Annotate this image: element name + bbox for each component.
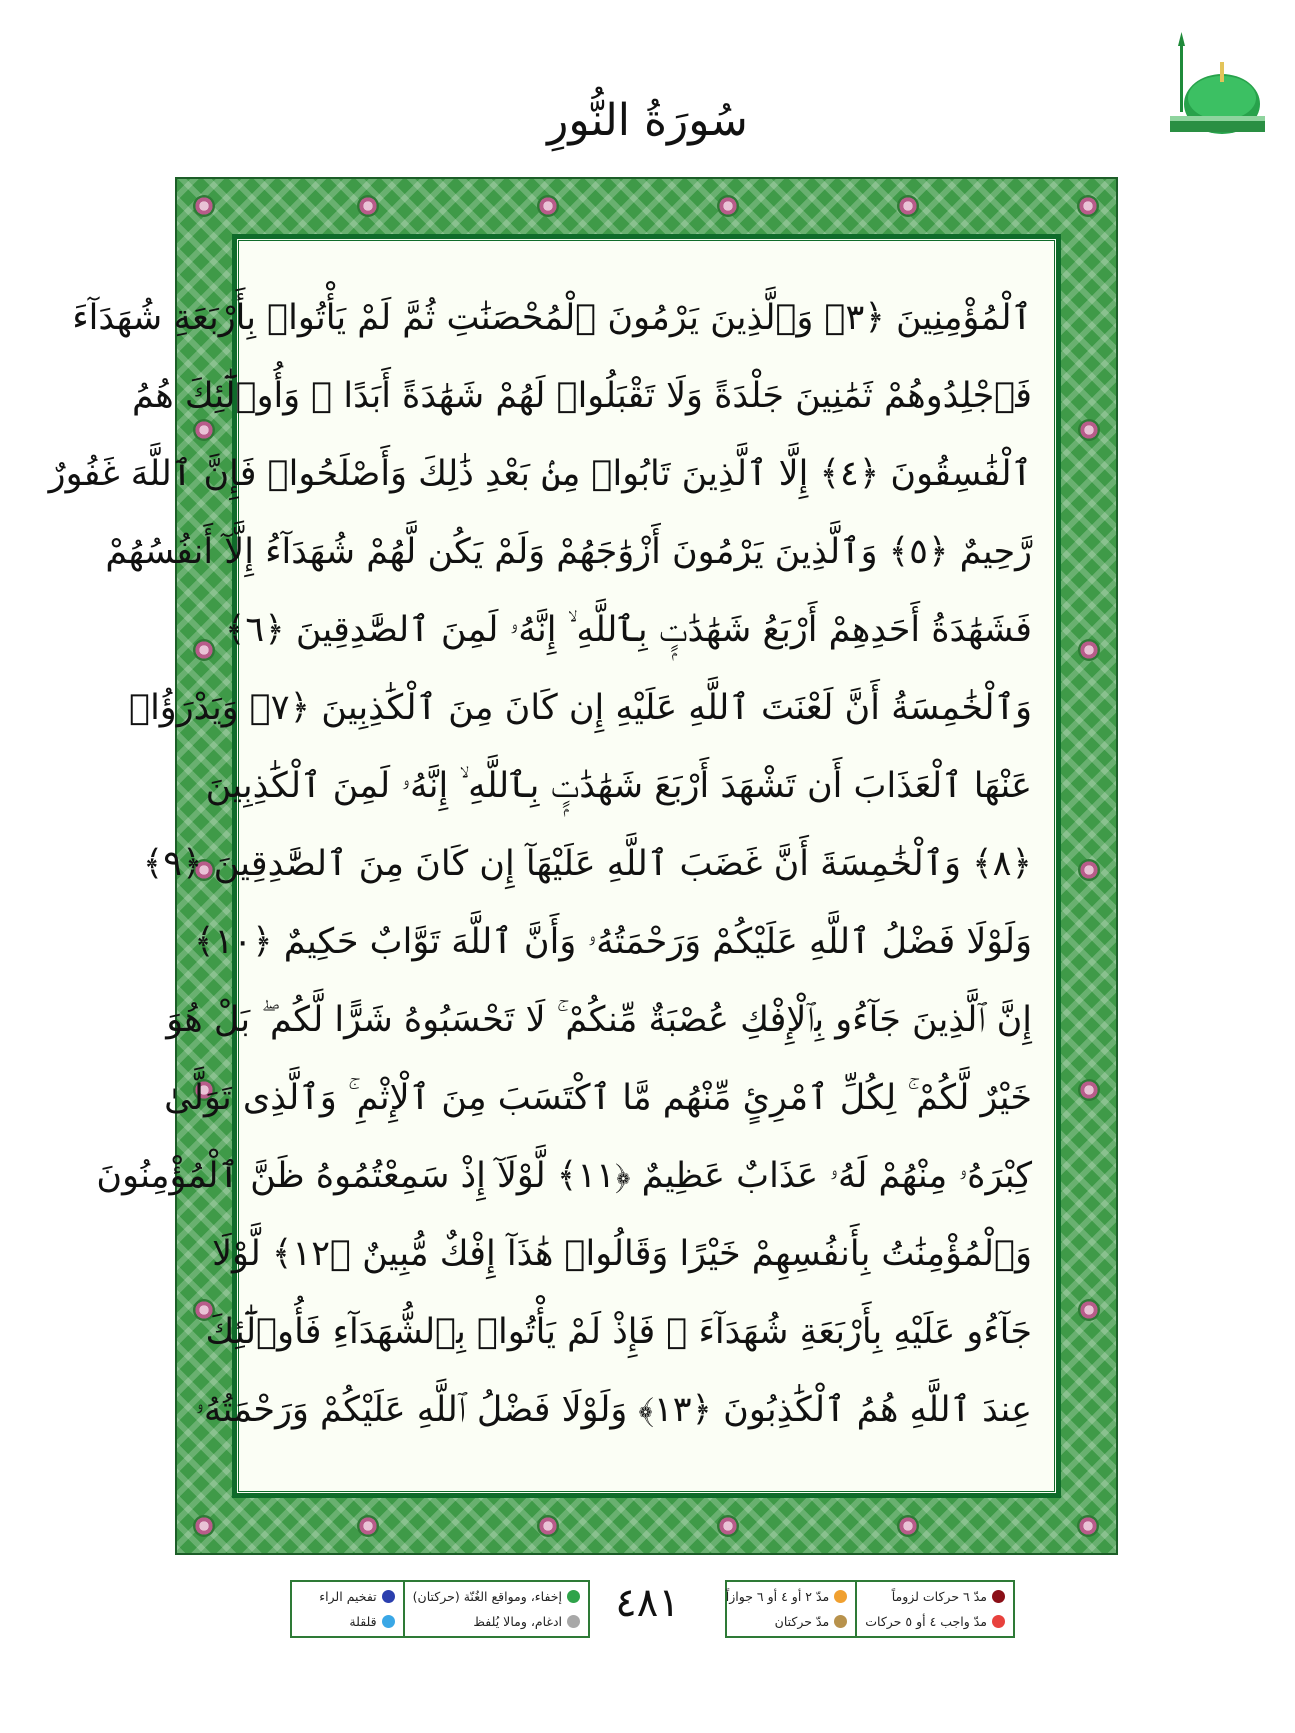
legend-label: مدّ ٢ أو ٤ أو ٦ جوازاً: [725, 1589, 830, 1604]
ornamental-frame: [48, 177, 1118, 1555]
legend-label: تفخيم الراء: [319, 1589, 377, 1604]
frame-flower-icon: [537, 1515, 559, 1537]
legend-item: [413, 1614, 580, 1629]
quran-line: وَٱلْمُؤْمِنَٰتُ بِأَنفُسِهِمْ خَيْرًا وَقَالُوا۟ هَٰذَآ إِفْكٌ مُّبِينٌ ﴿١٢﴾ لَّوْلَا: [212, 1234, 1032, 1274]
frame-flower-icon: [1078, 1299, 1100, 1321]
legend-dot-icon: [382, 1615, 395, 1628]
surah-title: سُورَةُ النُّورِ: [547, 95, 748, 146]
legend-dot-icon: [567, 1615, 580, 1628]
quran-line: عِندَ ٱللَّهِ هُمُ ٱلْكَٰذِبُونَ ﴿١٣﴾ وَلَوْلَا فَضْلُ ٱللَّهِ عَلَيْكُمْ وَرَحْمَتُهُۥ: [195, 1390, 1032, 1430]
tajweed-legend-left: [290, 1580, 590, 1638]
legend-column: [311, 1582, 404, 1636]
legend-label: مدّ حركتان: [774, 1614, 830, 1629]
frame-flower-icon: [1078, 859, 1100, 881]
legend-column: [718, 1582, 857, 1636]
frame-flower-icon: [357, 195, 379, 217]
quran-line: فَٱجْلِدُوهُمْ ثَمَٰنِينَ جَلْدَةً وَلَا تَقْبَلُوا۟ لَهُمْ شَهَٰدَةً أَبَدًا ۚ وَأُو۟لَٰٓئِكَ هُمُ: [131, 376, 1032, 416]
frame-flower-icon: [193, 1515, 215, 1537]
footer: [0, 1580, 1295, 1650]
legend-dot-icon: [382, 1590, 395, 1603]
frame-flower-icon: [193, 639, 215, 661]
legend-item: [726, 1589, 847, 1604]
legend-label: إخفاء، ومواقع الغُنّة (حركتان): [412, 1589, 562, 1604]
frame-flower-icon: [717, 195, 739, 217]
frame-flower-icon: [1078, 419, 1100, 441]
quran-line: كِبْرَهُۥ مِنْهُمْ لَهُۥ عَذَابٌ عَظِيمٌ ﴿١١﴾ لَّوْلَآ إِذْ سَمِعْتُمُوهُ ظَنَّ ٱلْمُؤْمِنُونَ: [96, 1156, 1032, 1196]
frame-flower-icon: [537, 195, 559, 217]
legend-dot-icon: [992, 1615, 1005, 1628]
quran-text-area: [48, 238, 1057, 1494]
legend-item: [865, 1614, 1005, 1629]
quran-line: ٱلْمُؤْمِنِينَ ﴿٣﴾ وَٱلَّذِينَ يَرْمُونَ ٱلْمُحْصَنَٰتِ ثُمَّ لَمْ يَأْتُوا۟ بِأَرْبَعَةِ شُهَدَآءَ: [72, 298, 1032, 338]
quran-line: إِنَّ ٱلَّذِينَ جَآءُو بِٱلْإِفْكِ عُصْبَةٌ مِّنكُمْ ۚ لَا تَحْسَبُوهُ شَرًّا لَّكُم ۖ بَلْ هُوَ: [166, 1000, 1032, 1040]
inner-border: [48, 234, 1061, 1498]
frame-flower-icon: [1077, 195, 1099, 217]
legend-item: [726, 1614, 847, 1629]
legend-label: مدّ واجب ٤ أو ٥ حركات: [865, 1614, 987, 1629]
quran-line: وَٱلْخَٰمِسَةُ أَنَّ لَعْنَتَ ٱللَّهِ عَلَيْهِ إِن كَانَ مِنَ ٱلْكَٰذِبِينَ ﴿٧﴾ وَيَدْرَؤُا۟: [129, 688, 1032, 728]
quran-line: خَيْرٌ لَّكُمْ ۚ لِكُلِّ ٱمْرِئٍ مِّنْهُم مَّا ٱكْتَسَبَ مِنَ ٱلْإِثْمِ ۚ وَٱلَّذِى تَوَلَّىٰ: [164, 1078, 1032, 1118]
legend-item: [319, 1614, 394, 1629]
tajweed-legend-right: [725, 1580, 1015, 1638]
legend-item: [319, 1589, 394, 1604]
quran-line: ٱلْفَٰسِقُونَ ﴿٤﴾ إِلَّا ٱلَّذِينَ تَابُوا۟ مِنۢ بَعْدِ ذَٰلِكَ وَأَصْلَحُوا۟ فَإِنَّ ٱللَّهَ غَفُورٌ: [48, 454, 1032, 494]
legend-dot-icon: [567, 1590, 580, 1603]
quran-line: جَآءُو عَلَيْهِ بِأَرْبَعَةِ شُهَدَآءَ ۚ فَإِذْ لَمْ يَأْتُوا۟ بِٱلشُّهَدَآءِ فَأُو۟لَٰٓئِكَ: [205, 1312, 1032, 1352]
legend-item: [865, 1589, 1005, 1604]
quran-line: رَّحِيمٌ ﴿٥﴾ وَٱلَّذِينَ يَرْمُونَ أَزْوَٰجَهُمْ وَلَمْ يَكُن لَّهُمْ شُهَدَآءُ إِلَّآ أَنفُسُهُمْ: [105, 532, 1032, 572]
legend-label: مدّ ٦ حركات لزوماً: [891, 1589, 987, 1604]
frame-flower-icon: [1078, 639, 1100, 661]
frame-flower-icon: [1077, 1515, 1099, 1537]
legend-dot-icon: [992, 1590, 1005, 1603]
legend-label: ادغام، ومالا يُلفظ: [473, 1614, 562, 1629]
legend-column: [405, 1582, 588, 1636]
frame-flower-icon: [1078, 1079, 1100, 1101]
frame-flower-icon: [193, 195, 215, 217]
legend-dot-icon: [834, 1590, 847, 1603]
quran-line: ﴿٨﴾ وَٱلْخَٰمِسَةَ أَنَّ غَضَبَ ٱللَّهِ عَلَيْهَآ إِن كَانَ مِنَ ٱلصَّٰدِقِينَ ﴿٩﴾: [142, 844, 1032, 884]
page-number: ٤٨١: [615, 1580, 680, 1626]
legend-column: [857, 1582, 1013, 1636]
frame-flower-icon: [717, 1515, 739, 1537]
quran-line: فَشَهَٰدَةُ أَحَدِهِمْ أَرْبَعُ شَهَٰدَٰتٍۭ بِٱللَّهِ ۙ إِنَّهُۥ لَمِنَ ٱلصَّٰدِقِينَ ﴿٦﴾: [224, 610, 1032, 650]
legend-label: قلقلة: [349, 1614, 377, 1629]
legend-dot-icon: [834, 1615, 847, 1628]
frame-flower-icon: [357, 1515, 379, 1537]
legend-item: [413, 1589, 580, 1604]
quran-line: عَنْهَا ٱلْعَذَابَ أَن تَشْهَدَ أَرْبَعَ شَهَٰدَٰتٍۭ بِٱللَّهِ ۙ إِنَّهُۥ لَمِنَ ٱلْكَٰذِبِينَ: [205, 766, 1032, 806]
frame-flower-icon: [897, 1515, 919, 1537]
frame-flower-icon: [897, 195, 919, 217]
quran-line: وَلَوْلَا فَضْلُ ٱللَّهِ عَلَيْكُمْ وَرَحْمَتُهُۥ وَأَنَّ ٱللَّهَ تَوَّابٌ حَكِيمٌ ﴿١٠﴾: [193, 922, 1032, 962]
